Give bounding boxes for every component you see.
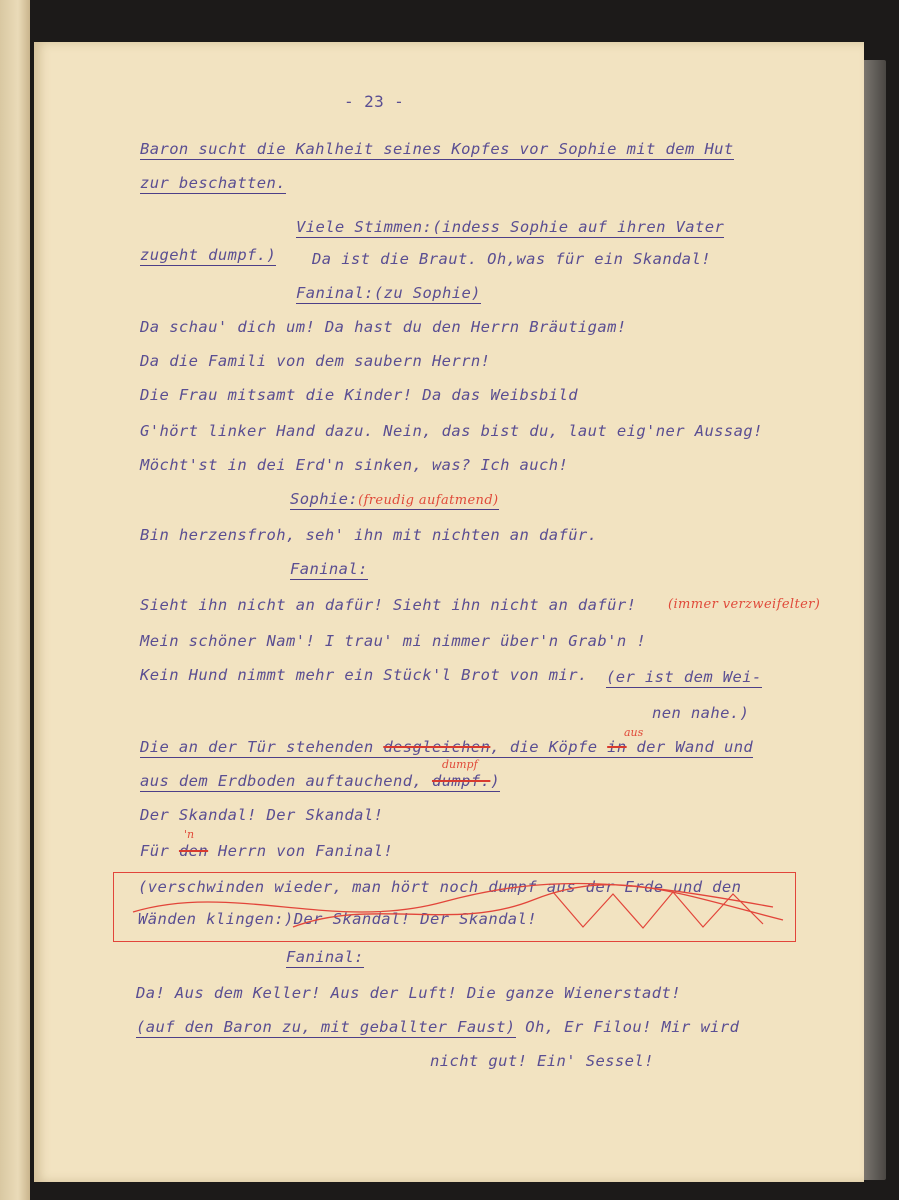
cancelled-line-2: Wänden klingen:)Der Skandal! Der Skandal! [138,910,538,928]
text-line: G'hört linker Hand dazu. Nein, das bist du, laut eig'ner Aussag! [140,422,763,440]
struck-word: desgleichen [383,738,491,756]
stage-direction-line-2: zur beschatten. [140,174,286,192]
stage-direction-zugeht: zugeht dumpf.) [140,246,277,264]
handwritten-annotation: (immer verzweifelter) [668,597,821,612]
text-segment: aus dem Erdboden auftauchend, [140,772,423,790]
stage-direction-nahe: nen nahe.) [652,704,750,722]
struck-word: den [178,842,209,860]
text-segment: Herrn von Faninal! [217,842,394,860]
speaker-viele-stimmen: Viele Stimmen:(indess Sophie auf ihren Vater [296,218,725,236]
text-line: Möcht'st in dei Erd'n sinken, was? Ich auch! [140,456,569,474]
text-line [136,1018,739,1036]
text-segment: , die Köpfe [490,738,598,756]
text-line [140,842,393,860]
struck-word: dumpf. [431,772,491,790]
text-line: Da die Famili von dem saubern Herrn! [140,352,491,370]
stage-direction-faust: (auf den Baron zu, mit geballter Faust) [136,1018,516,1036]
speaker-faninal: Faninal:(zu Sophie) [296,284,481,302]
speaker-sophie [290,490,499,510]
text-line: Die Frau mitsamt die Kinder! Da das Weibsbild [140,386,578,404]
handwritten-annotation: (freudig aufatmend) [358,493,499,508]
text-line: Da schau' dich um! Da hast du den Herrn Bräutigam! [140,318,627,336]
handwritten-insert: dumpf [442,758,478,771]
text-line: Sieht ihn nicht an dafür! Sieht ihn nicht an dafür! [140,596,637,614]
text-line: Mein schöner Nam'! I trau' mi nimmer über'n Grab'n ! [140,632,647,650]
text-line: Der Skandal! Der Skandal! [140,806,384,824]
text-segment: Oh, Er Filou! Mir wird [525,1018,740,1036]
stage-direction-line-1: Baron sucht die Kahlheit seines Kopfes vor Sophie mit dem Hut [140,140,734,158]
deletion-scribble [113,872,797,942]
cancelled-line-1: (verschwinden wieder, man hört noch dumpf aus der Erde und den [138,878,742,896]
text-line: Da! Aus dem Keller! Aus der Luft! Die ganze Wienerstadt! [136,984,681,1002]
speaker-sophie-label: Sophie: [290,490,359,508]
stage-direction-line [140,738,753,758]
text-segment: der Wand und [636,738,754,756]
stage-direction-weinen: (er ist dem Wei- [606,668,762,686]
text-line: nicht gut! Ein' Sessel! [430,1052,654,1070]
handwritten-insert: 'n [184,828,195,841]
text-segment: Für [140,842,170,860]
speaker-faninal: Faninal: [290,560,368,578]
text-segment: Die an der Tür stehenden [140,738,374,756]
stage-direction-line [140,772,500,792]
struck-word: in [607,738,627,756]
text-line: Da ist die Braut. Oh,was für ein Skandal! [312,250,712,268]
text-line: Kein Hund nimmt mehr ein Stück'l Brot von mir. [140,666,588,684]
left-facing-page [0,0,30,1200]
page-number: - 23 - [344,92,405,111]
speaker-faninal: Faninal: [286,948,364,966]
handwritten-insert: aus [624,726,644,739]
text-line: Bin herzensfroh, seh' ihn mit nichten an dafür. [140,526,598,544]
text-segment: ) [490,772,501,790]
